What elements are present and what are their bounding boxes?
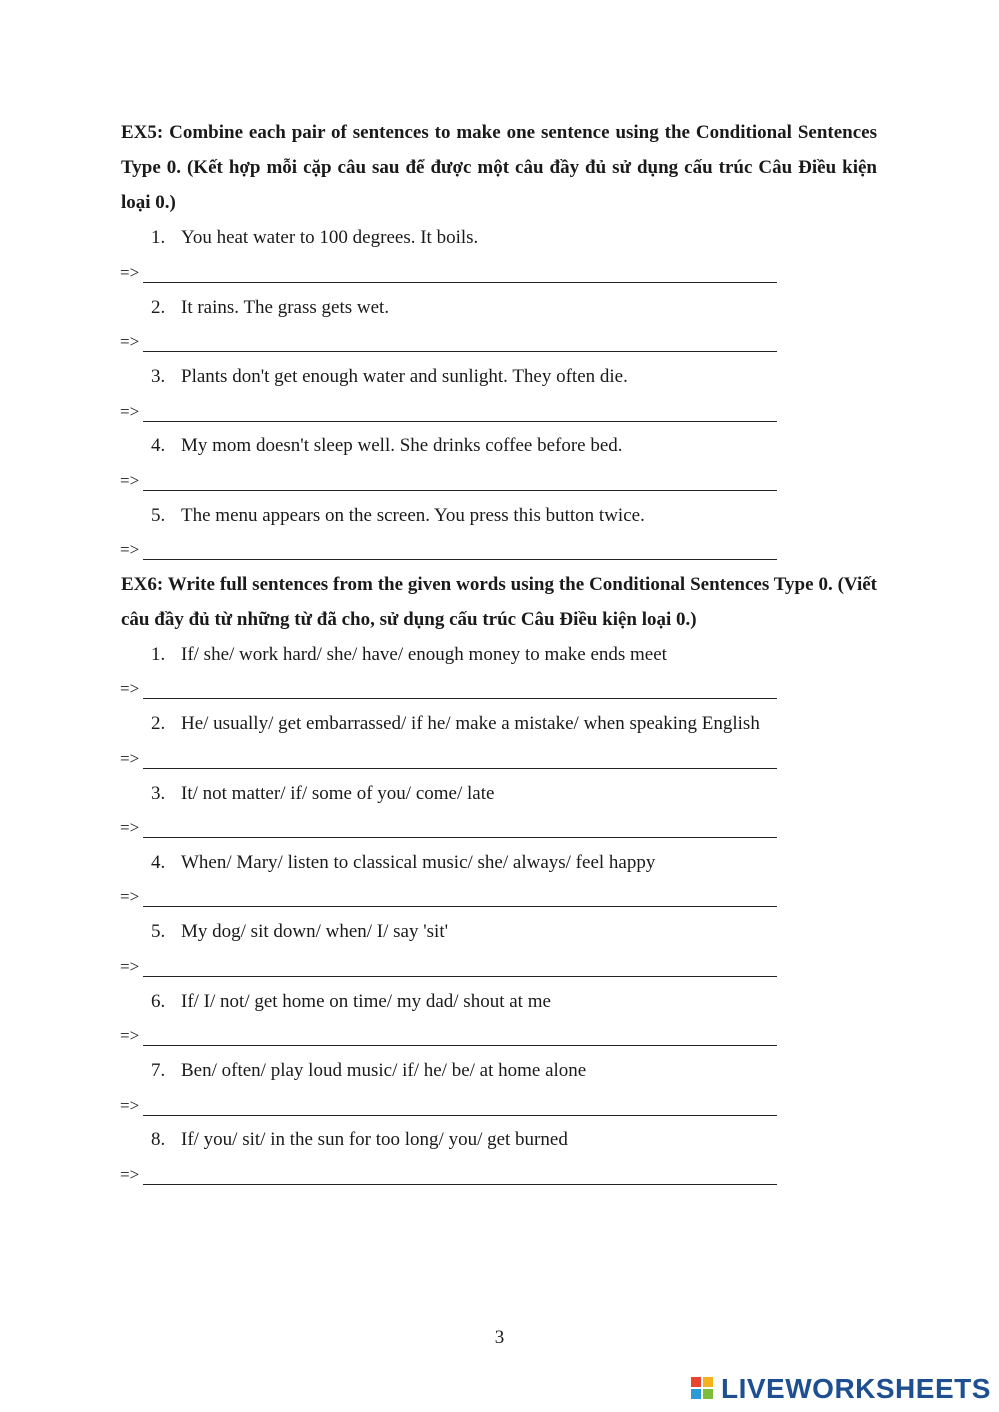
logo-text: LIVEWORKSHEETS <box>721 1373 991 1404</box>
logo-cube-icon <box>691 1377 717 1401</box>
item-text: You heat water to 100 degrees. It boils. <box>181 227 479 248</box>
ex5-item-4 <box>151 434 623 458</box>
item-number: 4. <box>151 435 166 456</box>
item-number: 8. <box>151 1129 166 1150</box>
ex6-answer-7-input[interactable] <box>143 1094 777 1116</box>
item-number: 2. <box>151 713 166 734</box>
ex5-answer-1-input[interactable] <box>143 261 777 283</box>
answer-prefix: => <box>120 402 140 421</box>
ex5-item-5 <box>151 504 645 528</box>
item-text: My mom doesn't sleep well. She drinks coffee before bed. <box>181 435 623 456</box>
ex6-item-3 <box>151 782 494 806</box>
item-text: Ben/ often/ play loud music/ if/ he/ be/ at home alone <box>181 1060 587 1081</box>
item-number: 5. <box>151 505 166 526</box>
ex6-answer-8-input[interactable] <box>143 1163 777 1185</box>
ex6-item-2 <box>151 712 760 736</box>
ex6-answer-6 <box>120 1024 777 1048</box>
ex5-answer-2-input[interactable] <box>143 330 777 352</box>
item-text: The menu appears on the screen. You press this button twice. <box>181 505 645 526</box>
item-text: It rains. The grass gets wet. <box>181 297 390 318</box>
answer-prefix: => <box>120 1165 140 1184</box>
ex5-answer-3-input[interactable] <box>143 400 777 422</box>
liveworksheets-logo <box>691 1375 991 1403</box>
answer-prefix: => <box>120 887 140 906</box>
ex6-answer-8 <box>120 1163 777 1187</box>
ex6-item-7 <box>151 1059 586 1083</box>
ex6-answer-1 <box>120 677 777 701</box>
ex6-answer-5 <box>120 955 777 979</box>
item-text: Plants don't get enough water and sunlight. They often die. <box>181 366 628 387</box>
ex5-heading: EX5: Combine each pair of sentences to make one sentence using the Conditional Sentences Type 0. (Kết hợp mỗi cặp câu sau để được một câu đầy đủ sử dụng cấu trúc Câu Điều kiện loại 0.) <box>121 122 877 213</box>
item-number: 5. <box>151 921 166 942</box>
answer-prefix: => <box>120 957 140 976</box>
ex6-answer-3-input[interactable] <box>143 816 777 838</box>
ex6-answer-2-input[interactable] <box>143 747 777 769</box>
ex6-answer-3 <box>120 816 777 840</box>
ex6-answer-5-input[interactable] <box>143 955 777 977</box>
ex6-item-1 <box>151 643 667 667</box>
ex6-answer-7 <box>120 1094 777 1118</box>
answer-prefix: => <box>120 749 140 768</box>
answer-prefix: => <box>120 1096 140 1115</box>
answer-prefix: => <box>120 263 140 282</box>
ex6-answer-1-input[interactable] <box>143 677 777 699</box>
ex6-answer-2 <box>120 747 777 771</box>
ex5-answer-4-input[interactable] <box>143 469 777 491</box>
item-text: He/ usually/ get embarrassed/ if he/ make a mistake/ when speaking English <box>181 713 760 734</box>
ex5-answer-1 <box>120 261 777 285</box>
ex5-item-3 <box>151 365 628 389</box>
item-text: When/ Mary/ listen to classical music/ she/ always/ feel happy <box>181 852 656 873</box>
page-number: 3 <box>494 1327 505 1348</box>
ex6-item-6 <box>151 990 551 1014</box>
ex5-answer-5 <box>120 538 777 562</box>
ex5-item-1 <box>151 226 478 250</box>
ex6-heading: EX6: Write full sentences from the given words using the Conditional Sentences Type 0. (Viết câu đầy đủ từ những từ đã cho, sử dụng cấu trúc Câu Điều kiện loại 0.) <box>121 574 877 630</box>
ex6-answer-4 <box>120 885 777 909</box>
ex5-answer-2 <box>120 330 777 354</box>
item-text: My dog/ sit down/ when/ I/ say 'sit' <box>181 921 449 942</box>
answer-prefix: => <box>120 1026 140 1045</box>
ex5-item-2 <box>151 296 389 320</box>
ex6-item-5 <box>151 920 448 944</box>
item-text: If/ she/ work hard/ she/ have/ enough money to make ends meet <box>181 644 667 665</box>
item-number: 6. <box>151 991 166 1012</box>
item-text: It/ not matter/ if/ some of you/ come/ late <box>181 783 495 804</box>
item-number: 4. <box>151 852 166 873</box>
item-text: If/ you/ sit/ in the sun for too long/ you/ get burned <box>181 1129 568 1150</box>
ex6-item-8 <box>151 1128 568 1152</box>
item-number: 7. <box>151 1060 166 1081</box>
ex6-answer-4-input[interactable] <box>143 885 777 907</box>
ex5-answer-5-input[interactable] <box>143 538 777 560</box>
answer-prefix: => <box>120 471 140 490</box>
item-number: 3. <box>151 783 166 804</box>
answer-prefix: => <box>120 540 140 559</box>
ex5-answer-4 <box>120 469 777 493</box>
item-number: 1. <box>151 227 166 248</box>
item-number: 1. <box>151 644 166 665</box>
answer-prefix: => <box>120 818 140 837</box>
item-number: 3. <box>151 366 166 387</box>
answer-prefix: => <box>120 679 140 698</box>
item-text: If/ I/ not/ get home on time/ my dad/ shout at me <box>181 991 551 1012</box>
ex6-answer-6-input[interactable] <box>143 1024 777 1046</box>
answer-prefix: => <box>120 332 140 351</box>
item-number: 2. <box>151 297 166 318</box>
ex5-answer-3 <box>120 400 777 424</box>
ex6-item-4 <box>151 851 655 875</box>
